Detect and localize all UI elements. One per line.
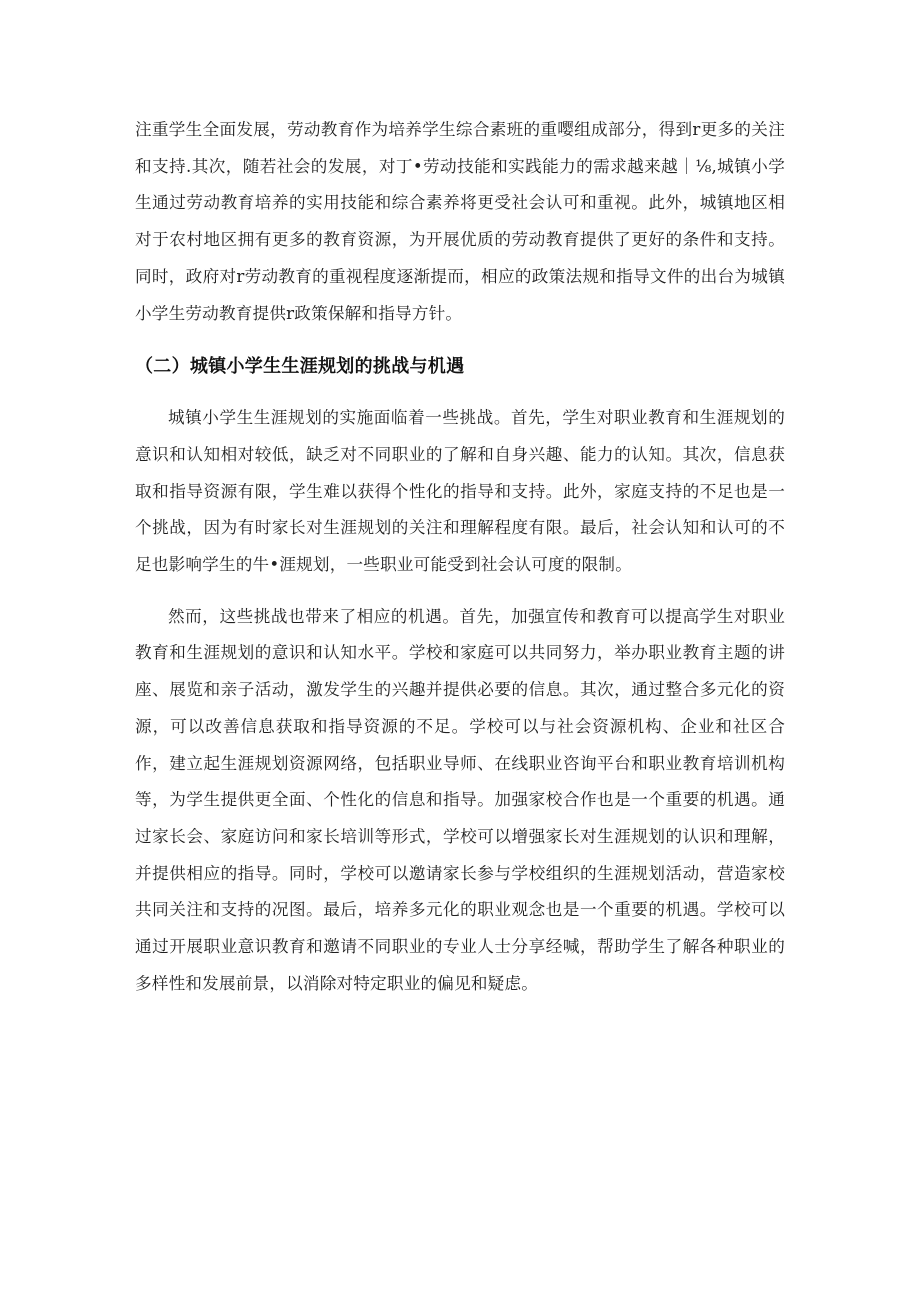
section-heading: （二）城镇小学生生涯规划的挑战与机遇 xyxy=(135,356,465,378)
document-page xyxy=(135,112,785,1002)
paragraph-gap xyxy=(135,584,785,599)
paragraph-continued: 注重学生全面发展，劳动教育作为培养学生综合素班的重嘤组成部分，得到r更多的关注和支持.其次，随若社会的发展，对丁•劳动技能和实践能力的需求越来越｜⅛,城镇小学生通过劳动教育培养的实用技能和综合素养将更受社会认可和重视。此外，城镇地区相对于农村地区拥有更多的教育资源，为开展优质的劳动教育提供了更好的条件和支持。同时，政府对r劳动教育的重视程度逐渐提而，相应的政策法规和指导文件的出台为城镇小学生劳动教育提供r政策保解和指导方针。 xyxy=(135,120,785,323)
paragraph-opportunities: 然而，这些挑战也带来了相应的机遇。首先，加强宣传和教育可以提高学生对职业教育和生涯规划的意识和认知水平。学校和家庭可以共同努力，举办职业教育主题的讲座、展览和亲子活动，激发学生的兴趣并提供必要的信息。其次，通过整合多元化的资源，可以改善信息获取和指导资源的不足。学校可以与社会资源机构、企业和社区合作，建立起生涯规划资源网络，包括职业导师、在线职业咨询平台和职业教育培训机构等，为学生提供更全面、个性化的信息和指导。加强家校合作也是一个重要的机遇。通过家长会、家庭访问和家长培训等形式，学校可以增强家长对生涯规划的认识和理解，并提供相应的指导。同时，学校可以邀请家长参与学校组织的生涯规划活动，营造家校共同关注和支持的况图。最后，培养多元化的职业观念也是一个重要的机遇。学校可以通过开展职业意识教育和邀请不同职业的专业人士分享经喊，帮助学生了解各种职业的多样性和发展前景，以消除对特定职业的偏见和疑虑。 xyxy=(135,606,785,993)
paragraph-challenges: 城镇小学生生涯规划的实施面临着一些挑战。首先，学生对职业教育和生涯规划的意识和认知相对较低，缺乏对不同职业的了解和自身兴趣、能力的认知。其次，信息获取和指导资源有限，学生难以获得个性化的指导和支持。此外，家庭支持的不足也是一个挑战，因为有时家长对生涯规划的关注和理解程度有限。最后，社会认知和认可的不足也影响学生的牛•涯规划，一些职业可能受到社会认可度的限制。 xyxy=(135,408,785,575)
